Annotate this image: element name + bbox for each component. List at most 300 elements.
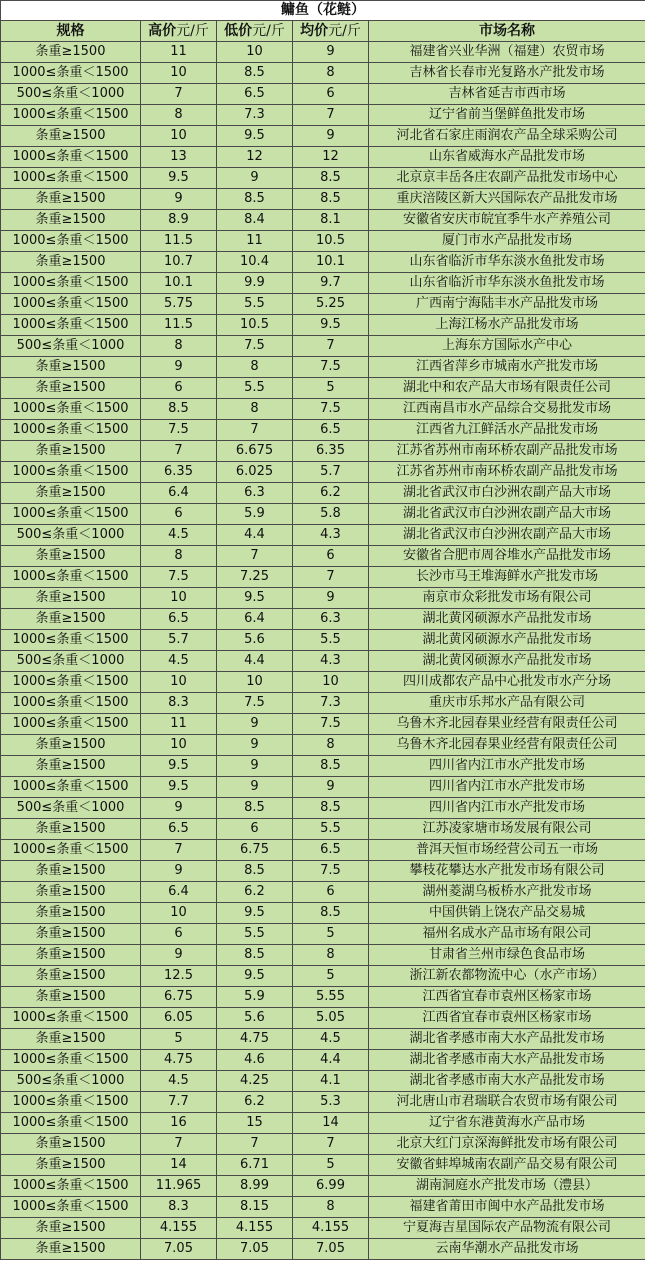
spec-cell: 条重≥1500 [1,588,141,609]
high-price-cell: 11 [141,42,217,63]
low-price-cell: 6.71 [217,1155,293,1176]
header-avg-label: 均价 [300,23,329,39]
low-price-cell: 5.5 [217,294,293,315]
market-cell: 江西南昌市水产品综合交易批发市场 [369,399,645,420]
table-row [1,1218,645,1239]
table-row [1,168,645,189]
spec-cell: 条重≥1500 [1,609,141,630]
market-cell: 安徽省蚌埠城南农副产品交易有限公司 [369,1155,645,1176]
spec-cell: 1000≤条重＜1500 [1,294,141,315]
table-row [1,105,645,126]
low-price-cell: 4.6 [217,1050,293,1071]
low-price-cell: 8.5 [217,861,293,882]
header-avg-unit: 元/斤 [328,23,361,39]
low-price-cell: 6.675 [217,441,293,462]
table-row [1,231,645,252]
market-cell: 南京市众彩批发市场有限公司 [369,588,645,609]
spec-cell: 1000≤条重＜1500 [1,105,141,126]
header-avg-price [293,21,369,42]
spec-cell: 1000≤条重＜1500 [1,147,141,168]
market-cell: 湖南洞庭水产批发市场（澧县） [369,1176,645,1197]
spec-cell: 1000≤条重＜1500 [1,504,141,525]
high-price-cell: 9 [141,189,217,210]
avg-price-cell: 7 [293,105,369,126]
market-cell: 福建省莆田市闽中水产品批发市场 [369,1197,645,1218]
high-price-cell: 7.05 [141,1239,217,1260]
market-cell: 湖北省武汉市白沙洲农副产品大市场 [369,483,645,504]
low-price-cell: 7 [217,420,293,441]
high-price-cell: 6.75 [141,987,217,1008]
market-cell: 乌鲁木齐北园春果业经营有限责任公司 [369,714,645,735]
table-row [1,525,645,546]
high-price-cell: 8.9 [141,210,217,231]
high-price-cell: 9.5 [141,777,217,798]
market-cell: 河北省石家庄雨润农产品全球采购公司 [369,126,645,147]
low-price-cell: 6 [217,819,293,840]
table-row [1,798,645,819]
table-row [1,609,645,630]
avg-price-cell: 7.3 [293,693,369,714]
low-price-cell: 10 [217,42,293,63]
low-price-cell: 8.15 [217,1197,293,1218]
avg-price-cell: 6.35 [293,441,369,462]
market-cell: 攀枝花攀达水产批发市场有限公司 [369,861,645,882]
market-cell: 江苏省苏州市南环桥农副产品批发市场 [369,462,645,483]
avg-price-cell: 7.5 [293,714,369,735]
table-row [1,483,645,504]
table-row [1,924,645,945]
low-price-cell: 7.3 [217,105,293,126]
high-price-cell: 10 [141,903,217,924]
spec-cell: 1000≤条重＜1500 [1,462,141,483]
avg-price-cell: 5.5 [293,819,369,840]
high-price-cell: 11.5 [141,231,217,252]
table-title: 鳙鱼（花鲢） [1,1,645,21]
high-price-cell: 4.5 [141,1071,217,1092]
high-price-cell: 6 [141,504,217,525]
spec-cell: 1000≤条重＜1500 [1,1092,141,1113]
table-row [1,147,645,168]
high-price-cell: 4.155 [141,1218,217,1239]
high-price-cell: 8 [141,336,217,357]
high-price-cell: 5.7 [141,630,217,651]
low-price-cell: 5.6 [217,1008,293,1029]
high-price-cell: 4.75 [141,1050,217,1071]
high-price-cell: 12.5 [141,966,217,987]
spec-cell: 1000≤条重＜1500 [1,840,141,861]
high-price-cell: 6.4 [141,882,217,903]
high-price-cell: 6 [141,378,217,399]
table-row [1,567,645,588]
table-row [1,672,645,693]
low-price-cell: 5.5 [217,378,293,399]
low-price-cell: 6.2 [217,1092,293,1113]
avg-price-cell: 5.3 [293,1092,369,1113]
spec-cell: 1000≤条重＜1500 [1,777,141,798]
spec-cell: 1000≤条重＜1500 [1,273,141,294]
table-row [1,693,645,714]
table-row [1,735,645,756]
market-cell: 湖北黄冈硕源水产品批发市场 [369,651,645,672]
avg-price-cell: 8.5 [293,756,369,777]
table-row [1,777,645,798]
high-price-cell: 10 [141,126,217,147]
market-cell: 湖北省孝感市南大水产品批发市场 [369,1071,645,1092]
market-cell: 湖北省武汉市白沙洲农副产品大市场 [369,525,645,546]
avg-price-cell: 9.5 [293,315,369,336]
avg-price-cell: 6.99 [293,1176,369,1197]
table-row [1,546,645,567]
high-price-cell: 8 [141,105,217,126]
table-row [1,210,645,231]
spec-cell: 条重≥1500 [1,126,141,147]
avg-price-cell: 6.3 [293,609,369,630]
high-price-cell: 9 [141,945,217,966]
spec-cell: 条重≥1500 [1,378,141,399]
market-cell: 山东省威海水产品批发市场 [369,147,645,168]
spec-cell: 1000≤条重＜1500 [1,1050,141,1071]
header-low-label: 低价 [224,23,253,39]
spec-cell: 条重≥1500 [1,882,141,903]
header-market: 市场名称 [369,21,645,42]
table-row [1,1113,645,1134]
low-price-cell: 4.25 [217,1071,293,1092]
avg-price-cell: 7 [293,336,369,357]
table-row [1,1176,645,1197]
high-price-cell: 11.965 [141,1176,217,1197]
low-price-cell: 5.5 [217,924,293,945]
avg-price-cell: 9 [293,42,369,63]
table-row [1,1197,645,1218]
high-price-cell: 8.3 [141,1197,217,1218]
low-price-cell: 5.9 [217,504,293,525]
high-price-cell: 9.5 [141,756,217,777]
high-price-cell: 8.3 [141,693,217,714]
high-price-cell: 11.5 [141,315,217,336]
table-row [1,1155,645,1176]
market-cell: 湖北黄冈硕源水产品批发市场 [369,609,645,630]
table-row [1,294,645,315]
table-row [1,315,645,336]
spec-cell: 1000≤条重＜1500 [1,672,141,693]
table-row [1,1134,645,1155]
low-price-cell: 9 [217,735,293,756]
table-row [1,966,645,987]
table-body [1,42,645,1260]
spec-cell: 条重≥1500 [1,756,141,777]
market-cell: 四川成都农产品中心批发市水产分场 [369,672,645,693]
low-price-cell: 7.5 [217,336,293,357]
avg-price-cell: 5.55 [293,987,369,1008]
market-cell: 湖北中和农产品大市场有限责任公司 [369,378,645,399]
low-price-cell: 5.9 [217,987,293,1008]
avg-price-cell: 8 [293,1197,369,1218]
avg-price-cell: 6.5 [293,420,369,441]
market-cell: 北京京丰岳各庄农副产品批发市场中心 [369,168,645,189]
table-row [1,1092,645,1113]
avg-price-cell: 7.05 [293,1239,369,1260]
table-row [1,42,645,63]
spec-cell: 1000≤条重＜1500 [1,714,141,735]
avg-price-cell: 8.5 [293,798,369,819]
market-cell: 山东省临沂市华东淡水鱼批发市场 [369,252,645,273]
spec-cell: 条重≥1500 [1,819,141,840]
market-cell: 四川省内江市水产批发市场 [369,777,645,798]
table-row [1,189,645,210]
high-price-cell: 9 [141,798,217,819]
avg-price-cell: 5 [293,966,369,987]
high-price-cell: 7 [141,84,217,105]
high-price-cell: 9 [141,861,217,882]
low-price-cell: 8.5 [217,798,293,819]
spec-cell: 条重≥1500 [1,546,141,567]
low-price-cell: 10 [217,672,293,693]
low-price-cell: 8.99 [217,1176,293,1197]
high-price-cell: 16 [141,1113,217,1134]
market-cell: 福建省兴业华洲（福建）农贸市场 [369,42,645,63]
avg-price-cell: 10.5 [293,231,369,252]
avg-price-cell: 6.2 [293,483,369,504]
high-price-cell: 10 [141,735,217,756]
market-cell: 云南华潮水产品批发市场 [369,1239,645,1260]
table-row [1,84,645,105]
avg-price-cell: 5.05 [293,1008,369,1029]
high-price-cell: 9 [141,357,217,378]
low-price-cell: 9.9 [217,273,293,294]
market-cell: 浙江新农都物流中心（水产市场） [369,966,645,987]
market-cell: 吉林省延吉市西市场 [369,84,645,105]
spec-cell: 条重≥1500 [1,924,141,945]
market-cell: 四川省内江市水产批发市场 [369,756,645,777]
spec-cell: 条重≥1500 [1,42,141,63]
table-row [1,441,645,462]
high-price-cell: 4.5 [141,651,217,672]
spec-cell: 条重≥1500 [1,1134,141,1155]
low-price-cell: 8 [217,399,293,420]
avg-price-cell: 10.1 [293,252,369,273]
low-price-cell: 6.75 [217,840,293,861]
table-row [1,945,645,966]
table-row [1,357,645,378]
spec-cell: 条重≥1500 [1,357,141,378]
header-low-price [217,21,293,42]
table-row [1,252,645,273]
high-price-cell: 10 [141,63,217,84]
market-cell: 辽宁省前当堡鲜鱼批发市场 [369,105,645,126]
avg-price-cell: 8.1 [293,210,369,231]
spec-cell: 条重≥1500 [1,483,141,504]
market-cell: 福州名成水产品市场有限公司 [369,924,645,945]
market-cell: 湖北省孝感市南大水产品批发市场 [369,1050,645,1071]
spec-cell: 条重≥1500 [1,1029,141,1050]
market-cell: 北京大红门京深海鲜批发市场有限公司 [369,1134,645,1155]
avg-price-cell: 9 [293,126,369,147]
high-price-cell: 5.75 [141,294,217,315]
high-price-cell: 7 [141,840,217,861]
market-cell: 安徽省合肥市周谷堆水产品批发市场 [369,546,645,567]
spec-cell: 条重≥1500 [1,252,141,273]
table-row [1,861,645,882]
low-price-cell: 6.3 [217,483,293,504]
table-row [1,1008,645,1029]
low-price-cell: 9 [217,714,293,735]
avg-price-cell: 7.5 [293,399,369,420]
avg-price-cell: 7.5 [293,357,369,378]
header-high-price [141,21,217,42]
avg-price-cell: 8 [293,63,369,84]
market-cell: 四川省内江市水产批发市场 [369,798,645,819]
low-price-cell: 10.5 [217,315,293,336]
high-price-cell: 11 [141,714,217,735]
high-price-cell: 6 [141,924,217,945]
spec-cell: 500≤条重＜1000 [1,651,141,672]
spec-cell: 条重≥1500 [1,1155,141,1176]
low-price-cell: 7 [217,546,293,567]
avg-price-cell: 8.5 [293,903,369,924]
high-price-cell: 10.1 [141,273,217,294]
avg-price-cell: 4.5 [293,1029,369,1050]
low-price-cell: 9.5 [217,588,293,609]
table-row [1,1239,645,1260]
spec-cell: 条重≥1500 [1,1239,141,1260]
spec-cell: 500≤条重＜1000 [1,1071,141,1092]
table-row [1,987,645,1008]
low-price-cell: 5.6 [217,630,293,651]
table-row [1,756,645,777]
avg-price-cell: 5.8 [293,504,369,525]
market-cell: 山东省临沂市华东淡水鱼批发市场 [369,273,645,294]
market-cell: 宁夏海吉星国际农产品物流有限公司 [369,1218,645,1239]
low-price-cell: 6.025 [217,462,293,483]
low-price-cell: 9 [217,777,293,798]
avg-price-cell: 9 [293,777,369,798]
high-price-cell: 6.5 [141,609,217,630]
market-cell: 中国供销上饶农产品交易城 [369,903,645,924]
low-price-cell: 15 [217,1113,293,1134]
high-price-cell: 7 [141,441,217,462]
spec-cell: 条重≥1500 [1,441,141,462]
spec-cell: 条重≥1500 [1,966,141,987]
table-row [1,1029,645,1050]
spec-cell: 1000≤条重＜1500 [1,630,141,651]
spec-cell: 条重≥1500 [1,210,141,231]
market-cell: 江西省宜春市袁州区杨家市场 [369,1008,645,1029]
table-row [1,504,645,525]
high-price-cell: 9.5 [141,168,217,189]
low-price-cell: 7.05 [217,1239,293,1260]
market-cell: 长沙市马王堆海鲜水产批发市场 [369,567,645,588]
header-high-label: 高价 [148,23,177,39]
table-row [1,273,645,294]
low-price-cell: 9.5 [217,126,293,147]
market-cell: 上海江杨水产品批发市场 [369,315,645,336]
avg-price-cell: 5 [293,924,369,945]
high-price-cell: 14 [141,1155,217,1176]
high-price-cell: 10 [141,588,217,609]
low-price-cell: 7 [217,1134,293,1155]
table-row [1,882,645,903]
high-price-cell: 7.7 [141,1092,217,1113]
market-cell: 湖州菱湖乌板桥水产批发市场 [369,882,645,903]
table-row [1,378,645,399]
table-row [1,588,645,609]
title-row [1,1,645,21]
avg-price-cell: 8.5 [293,189,369,210]
table-row [1,840,645,861]
market-cell: 湖北黄冈硕源水产品批发市场 [369,630,645,651]
spec-cell: 1000≤条重＜1500 [1,1176,141,1197]
avg-price-cell: 6 [293,84,369,105]
spec-cell: 500≤条重＜1000 [1,84,141,105]
avg-price-cell: 5.25 [293,294,369,315]
low-price-cell: 9.5 [217,966,293,987]
avg-price-cell: 6 [293,882,369,903]
spec-cell: 1000≤条重＜1500 [1,1008,141,1029]
table-row [1,126,645,147]
avg-price-cell: 5.7 [293,462,369,483]
avg-price-cell: 7 [293,1134,369,1155]
low-price-cell: 4.4 [217,651,293,672]
high-price-cell: 6.5 [141,819,217,840]
low-price-cell: 7.5 [217,693,293,714]
market-cell: 湖北省孝感市南大水产品批发市场 [369,1029,645,1050]
table-row [1,651,645,672]
spec-cell: 1000≤条重＜1500 [1,231,141,252]
avg-price-cell: 4.1 [293,1071,369,1092]
low-price-cell: 9.5 [217,903,293,924]
avg-price-cell: 4.155 [293,1218,369,1239]
high-price-cell: 10.7 [141,252,217,273]
avg-price-cell: 4.4 [293,1050,369,1071]
market-cell: 重庆涪陵区新大兴国际农产品批发市场 [369,189,645,210]
table-row [1,819,645,840]
spec-cell: 条重≥1500 [1,735,141,756]
low-price-cell: 8.5 [217,945,293,966]
market-cell: 湖北省武汉市白沙洲农副产品大市场 [369,504,645,525]
high-price-cell: 7 [141,1134,217,1155]
market-cell: 辽宁省东港黄海水产品市场 [369,1113,645,1134]
low-price-cell: 6.5 [217,84,293,105]
avg-price-cell: 7.5 [293,861,369,882]
high-price-cell: 4.5 [141,525,217,546]
table-row [1,1050,645,1071]
header-row [1,21,645,42]
low-price-cell: 8.4 [217,210,293,231]
market-cell: 安徽省安庆市皖宜季牛水产养殖公司 [369,210,645,231]
low-price-cell: 6.2 [217,882,293,903]
market-cell: 江西省九江鲜活水产品批发市场 [369,420,645,441]
market-cell: 广西南宁海陆丰水产品批发市场 [369,294,645,315]
avg-price-cell: 10 [293,672,369,693]
spec-cell: 1000≤条重＜1500 [1,315,141,336]
spec-cell: 1000≤条重＜1500 [1,1113,141,1134]
market-cell: 江西省宜春市袁州区杨家市场 [369,987,645,1008]
low-price-cell: 12 [217,147,293,168]
spec-cell: 1000≤条重＜1500 [1,1197,141,1218]
avg-price-cell: 6.5 [293,840,369,861]
low-price-cell: 6.4 [217,609,293,630]
low-price-cell: 8.5 [217,189,293,210]
market-cell: 上海东方国际水产中心 [369,336,645,357]
avg-price-cell: 7 [293,567,369,588]
low-price-cell: 9 [217,756,293,777]
high-price-cell: 8.5 [141,399,217,420]
spec-cell: 条重≥1500 [1,189,141,210]
avg-price-cell: 5 [293,378,369,399]
market-cell: 河北唐山市君瑞联合农贸市场有限公司 [369,1092,645,1113]
low-price-cell: 4.155 [217,1218,293,1239]
avg-price-cell: 4.3 [293,651,369,672]
